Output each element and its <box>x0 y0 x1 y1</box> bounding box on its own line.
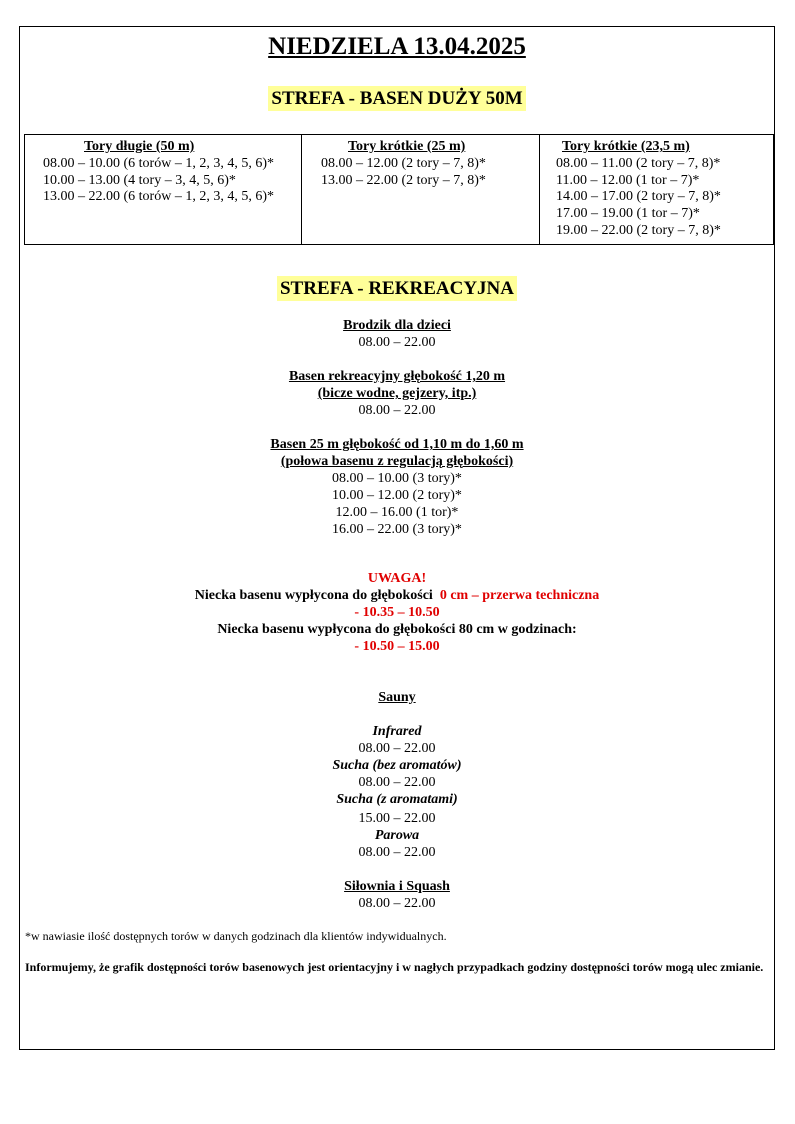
lanes-short-25-column <box>301 135 539 244</box>
disclaimer: Informujemy, że grafik dostępności torów basenowych jest orientacyjny i w nagłych przypadkach godziny dostępności torów mogą ulec zmianie. <box>25 960 764 974</box>
lane-row: 19.00 – 22.00 (2 tory – 7, 8)* <box>556 222 721 238</box>
sauna-name: Sucha (bez aromatów) <box>332 758 462 773</box>
schedule-frame <box>19 26 775 1050</box>
rec-pool-subheading: (bicze wodne, gejzery, itp.) <box>317 386 477 401</box>
pool25-heading: Basen 25 m głębokość od 1,10 m do 1,60 m <box>270 437 524 452</box>
saunas-section <box>20 689 774 912</box>
lane-row: 08.00 – 10.00 (6 torów – 1, 2, 3, 4, 5, 6)* <box>43 155 274 171</box>
kids-pool-heading: Brodzik dla dzieci <box>343 318 451 333</box>
rec-pool-heading: Basen rekreacyjny głębokość 1,20 m <box>288 369 506 384</box>
zone-big-pool-heading <box>20 87 774 112</box>
gym-heading: Siłownia i Squash <box>344 879 450 894</box>
lane-row: 13.00 – 22.00 (6 torów – 1, 2, 3, 4, 5, 6)* <box>43 189 274 205</box>
lanes-table <box>24 134 774 245</box>
warning-time-1: - 10.35 – 10.50 <box>354 605 440 620</box>
pool25-row: 16.00 – 22.00 (3 tory)* <box>332 522 462 537</box>
zone-big-pool-label: STREFA - BASEN DUŻY 50M <box>268 86 525 111</box>
sauna-hours: 08.00 – 22.00 <box>358 741 436 756</box>
lane-row: 13.00 – 22.00 (2 tory – 7, 8)* <box>321 172 486 188</box>
zone-recreation-heading <box>20 277 774 302</box>
page-title: NIEDZIELA 13.04.2025 <box>268 33 526 60</box>
lane-row: 11.00 – 12.00 (1 tor – 7)* <box>556 172 700 188</box>
lanes-short-25-heading: Tory krótkie (25 m) <box>348 139 466 154</box>
sauna-hours: 15.00 – 22.00 <box>358 811 436 826</box>
warning-time-2: - 10.50 – 15.00 <box>354 639 440 654</box>
warning-line-1-red: 0 cm – przerwa techniczna <box>439 588 600 603</box>
sauna-name: Sucha (z aromatami) <box>336 792 458 807</box>
rec-pool-hours: 08.00 – 22.00 <box>358 403 436 418</box>
lane-row: 17.00 – 19.00 (1 tor – 7)* <box>556 206 700 222</box>
sauna-hours: 08.00 – 22.00 <box>358 775 436 790</box>
recreation-section <box>20 317 774 538</box>
warning-title: UWAGA! <box>367 571 427 586</box>
zone-recreation-label: STREFA - REKREACYJNA <box>277 276 517 301</box>
sauna-name: Infrared <box>372 724 422 739</box>
lane-row: 08.00 – 12.00 (2 tory – 7, 8)* <box>321 155 486 171</box>
lane-row: 08.00 – 11.00 (2 tory – 7, 8)* <box>556 155 721 171</box>
warning-line-1 <box>20 587 774 604</box>
sauna-name: Parowa <box>374 828 420 843</box>
kids-pool-hours: 08.00 – 22.00 <box>358 335 436 350</box>
gym-hours: 08.00 – 22.00 <box>358 896 436 911</box>
lanes-long-heading: Tory długie (50 m) <box>84 139 195 154</box>
lanes-long-column <box>25 135 301 244</box>
warning-line-3: Niecka basenu wypłycona do głębokości 80 cm w godzinach: <box>217 622 577 637</box>
pool25-row: 10.00 – 12.00 (2 tory)* <box>332 488 462 503</box>
pool25-subheading: (połowa basenu z regulacją głębokości) <box>280 454 514 469</box>
saunas-heading: Sauny <box>378 690 416 705</box>
lanes-short-23-column <box>539 135 773 244</box>
lane-row: 10.00 – 13.00 (4 tory – 3, 4, 5, 6)* <box>43 172 236 188</box>
lane-row: 14.00 – 17.00 (2 tory – 7, 8)* <box>556 189 721 205</box>
lanes-short-23-heading: Tory krótkie (23,5 m) <box>562 139 690 154</box>
warning-line-1-text: Niecka basenu wypłycona do głębokości <box>194 588 433 603</box>
footnote: *w nawiasie ilość dostępnych torów w danych godzinach dla klientów indywidualnych. <box>25 929 447 943</box>
warning-section <box>20 570 774 655</box>
pool25-row: 12.00 – 16.00 (1 tor)* <box>335 505 459 520</box>
pool25-row: 08.00 – 10.00 (3 tory)* <box>332 471 462 486</box>
sauna-hours: 08.00 – 22.00 <box>358 845 436 860</box>
